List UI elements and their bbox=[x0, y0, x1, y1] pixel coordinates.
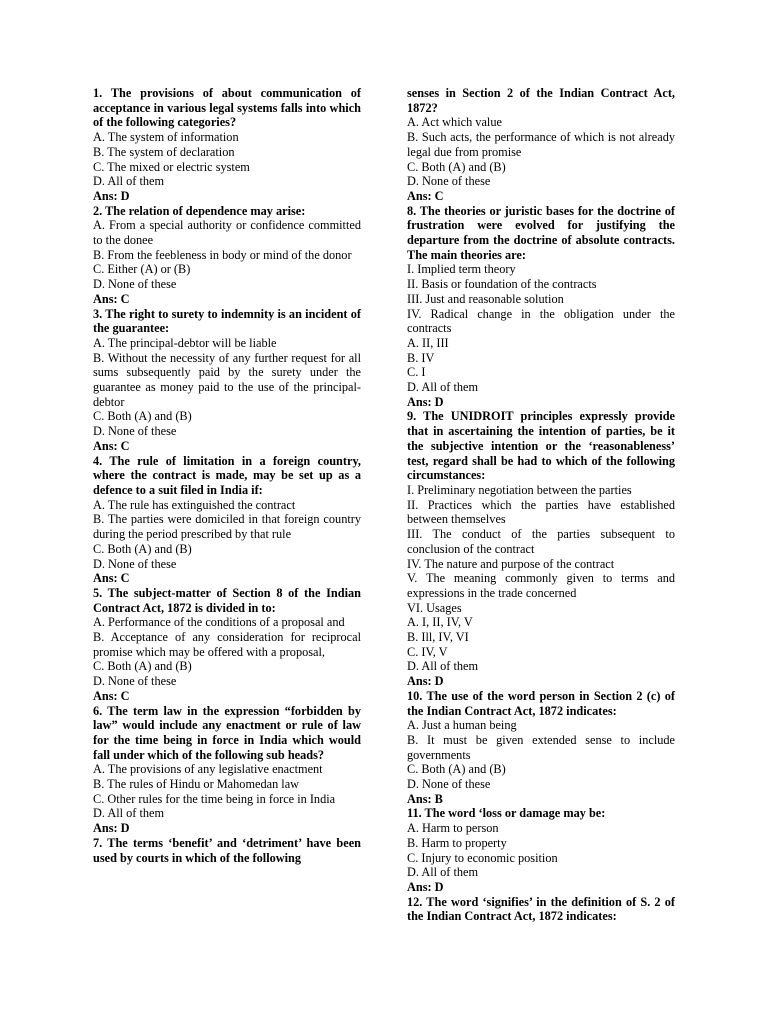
answer-option: D. All of them bbox=[407, 380, 479, 395]
answer-option: B. It must be given extended sense to include governments bbox=[407, 732, 675, 762]
answer-option: A. Harm to person bbox=[407, 821, 499, 836]
question-text: 3. The right to surety to indemnity is an incident of the guarantee: bbox=[93, 306, 361, 336]
answer-option: II. Practices which the parties have established between themselves bbox=[407, 497, 675, 527]
question-text: 5. The subject-matter of Section 8 of the Indian Contract Act, 1872 is divided in to: bbox=[93, 585, 361, 615]
answer-option: A. The system of information bbox=[93, 130, 239, 145]
question-text: 6. The term law in the expression “forbidden by law” would include any enactment or rule of law for the time being in force in India which would fall under which of the following sub heads? bbox=[93, 703, 361, 762]
answer-option: D. None of these bbox=[407, 174, 491, 189]
question-text: 1. The provisions of about communication of acceptance in various legal systems falls into which of the following categories? bbox=[93, 86, 361, 130]
answer-option: C. Both (A) and (B) bbox=[93, 409, 192, 424]
answer-option: D. All of them bbox=[407, 659, 479, 674]
answer-option: B. Such acts, the performance of which is not already legal due from promise bbox=[407, 130, 675, 159]
answer-option: D. All of them bbox=[407, 865, 479, 880]
answer-option: III. The conduct of the parties subsequent to conclusion of the contract bbox=[407, 527, 675, 556]
answer-key: Ans: D bbox=[407, 394, 444, 409]
answer-option: A. The rule has extinguished the contract bbox=[93, 497, 296, 512]
answer-key: Ans: C bbox=[407, 188, 444, 203]
answer-option: D. None of these bbox=[93, 277, 177, 292]
answer-option: B. The system of declaration bbox=[93, 144, 235, 159]
answer-option: B. Acceptance of any consideration for reciprocal promise which may be offered with a proposal, bbox=[93, 630, 361, 659]
question-text: 7. The terms ‘benefit’ and ‘detriment’ have been used by courts in which of the following bbox=[93, 835, 361, 865]
answer-option: C. Both (A) and (B) bbox=[407, 159, 506, 174]
answer-key: Ans: D bbox=[407, 674, 444, 689]
answer-key: Ans: D bbox=[93, 188, 130, 203]
answer-option: C. Other rules for the time being in force in India bbox=[93, 791, 336, 806]
answer-option: B. From the feebleness in body or mind of the donor bbox=[93, 247, 352, 262]
question-text: 10. The use of the word person in Section 2 (c) of the Indian Contract Act, 1872 indicates: bbox=[407, 688, 675, 718]
answer-option: C. IV, V bbox=[407, 644, 448, 659]
answer-option: A. Performance of the conditions of a proposal and bbox=[93, 615, 345, 630]
answer-key: Ans: B bbox=[407, 791, 443, 806]
answer-option: D. None of these bbox=[93, 674, 177, 689]
answer-option: B. Ill, IV, VI bbox=[407, 630, 469, 645]
question-text: 8. The theories or juristic bases for the doctrine of frustration were evolved for justifying the departure from the doctrine of absolute contracts. The main theories are: bbox=[407, 203, 675, 262]
answer-option: A. From a special authority or confidence committed to the donee bbox=[93, 218, 361, 248]
answer-option: A. The provisions of any legislative enactment bbox=[93, 762, 323, 777]
right-column bbox=[407, 86, 675, 924]
question-text: 11. The word ‘loss or damage may be: bbox=[407, 806, 606, 821]
left-column bbox=[93, 86, 361, 865]
answer-key: Ans: D bbox=[93, 821, 130, 836]
answer-option: A. II, III bbox=[407, 335, 449, 350]
answer-option: C. Injury to economic position bbox=[407, 850, 558, 865]
answer-option: A. I, II, IV, V bbox=[407, 615, 473, 630]
question-text-continued: senses in Section 2 of the Indian Contract Act, 1872? bbox=[407, 86, 675, 115]
answer-option: C. Both (A) and (B) bbox=[93, 659, 192, 674]
answer-option: VI. Usages bbox=[407, 600, 462, 615]
answer-option: I. Implied term theory bbox=[407, 262, 516, 277]
answer-key: Ans: C bbox=[93, 438, 130, 453]
answer-option: B. Without the necessity of any further request for all sums subsequently paid by the surety under the guarantee as money paid to the use of the principal-debtor bbox=[93, 350, 361, 409]
answer-option: IV. The nature and purpose of the contract bbox=[407, 556, 615, 571]
answer-option: C. I bbox=[407, 365, 426, 380]
answer-option: B. IV bbox=[407, 350, 435, 365]
answer-option: A. Just a human being bbox=[407, 718, 517, 733]
answer-option: IV. Radical change in the obligation under the contracts bbox=[407, 306, 675, 336]
answer-key: Ans: C bbox=[93, 688, 130, 703]
answer-option: C. Both (A) and (B) bbox=[407, 762, 506, 777]
answer-option: C. Both (A) and (B) bbox=[93, 541, 192, 556]
question-text: 9. The UNIDROIT principles expressly provide that in ascertaining the intention of parties, be it the subjective intention or the ‘reasonableness’ test, regard shall be had to which of the following circumstances: bbox=[407, 409, 675, 483]
answer-option: D. None of these bbox=[93, 556, 177, 571]
question-text: 2. The relation of dependence may arise: bbox=[93, 203, 306, 218]
answer-key: Ans: D bbox=[407, 879, 444, 894]
answer-option: B. Harm to property bbox=[407, 835, 507, 850]
question-text: 4. The rule of limitation in a foreign country, where the contract is made, may be set up as a defence to a suit filed in India if: bbox=[93, 453, 361, 497]
answer-option: B. The rules of Hindu or Mahomedan law bbox=[93, 777, 300, 792]
answer-option: A. Act which value bbox=[407, 115, 502, 130]
answer-option: D. None of these bbox=[93, 424, 177, 439]
answer-option: D. All of them bbox=[93, 806, 165, 821]
answer-option: V. The meaning commonly given to terms and expressions in the trade concerned bbox=[407, 571, 675, 600]
answer-option: D. None of these bbox=[407, 777, 491, 792]
answer-option: A. The principal-debtor will be liable bbox=[93, 335, 277, 350]
answer-option: C. Either (A) or (B) bbox=[93, 262, 191, 277]
answer-option: III. Just and reasonable solution bbox=[407, 291, 564, 306]
answer-option: B. The parties were domiciled in that foreign country during the period prescribed by that rule bbox=[93, 512, 361, 542]
question-text: 12. The word ‘signifies’ in the definition of S. 2 of the Indian Contract Act, 1872 indicates: bbox=[407, 894, 675, 924]
answer-key: Ans: C bbox=[93, 571, 130, 586]
answer-option: I. Preliminary negotiation between the parties bbox=[407, 482, 632, 497]
answer-option: C. The mixed or electric system bbox=[93, 159, 250, 174]
answer-option: D. All of them bbox=[93, 174, 165, 189]
answer-option: II. Basis or foundation of the contracts bbox=[407, 277, 597, 292]
answer-key: Ans: C bbox=[93, 291, 130, 306]
